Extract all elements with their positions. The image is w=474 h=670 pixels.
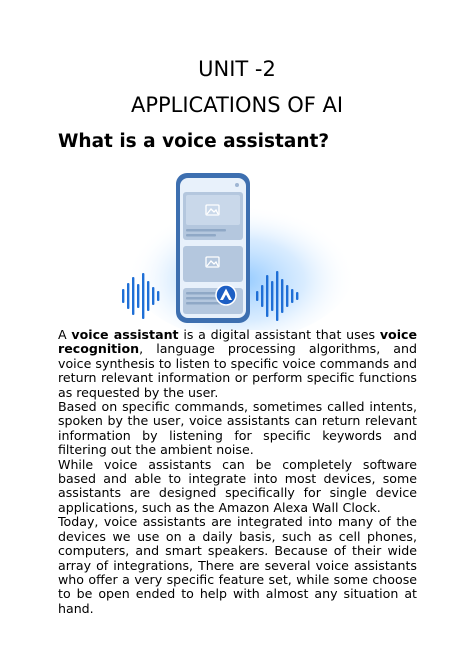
paragraph-intents: Based on specific commands, sometimes called intents, spoken by the user, voice assistants can return relevant information by listening for specific keywords and filtering out the ambient noise. — [58, 399, 417, 458]
illustration-graphic — [110, 165, 372, 330]
text-run: , language processing algorithms, and voice synthesis to listen to specific voice commands and return relevant information or perform specific functions as requested by the user. — [58, 341, 417, 400]
section-heading: What is a voice assistant? — [58, 131, 330, 152]
article-body — [58, 328, 417, 616]
phone-icon — [176, 173, 250, 323]
page-title: APPLICATIONS OF AI — [130, 93, 344, 117]
assistant-logo-icon — [216, 285, 236, 305]
bold-term: voice recognition — [58, 327, 418, 357]
paragraph-devices: While voice assistants can be completely software based and able to integrate into most devices, some assistants are designed specifically for single device applications, such as the Amazon Alexa Wall Clock. — [58, 456, 417, 515]
text-run: A — [58, 327, 72, 342]
unit-heading: UNIT -2 — [198, 57, 276, 81]
paragraph-definition — [58, 328, 417, 400]
text-run: is a digital assistant that uses — [178, 327, 380, 342]
voice-assistant-illustration — [110, 165, 372, 330]
bold-term: voice assistant — [71, 327, 179, 342]
paragraph-integrations: Today, voice assistants are integrated into many of the devices we use on a daily basis, such as cell phones, computers, and smart speakers. Because of their wide array of integrations, There are several voice assistants who offer a very specific feature set, while some choose to be open ended to help with almost any situation at hand. — [58, 514, 417, 616]
